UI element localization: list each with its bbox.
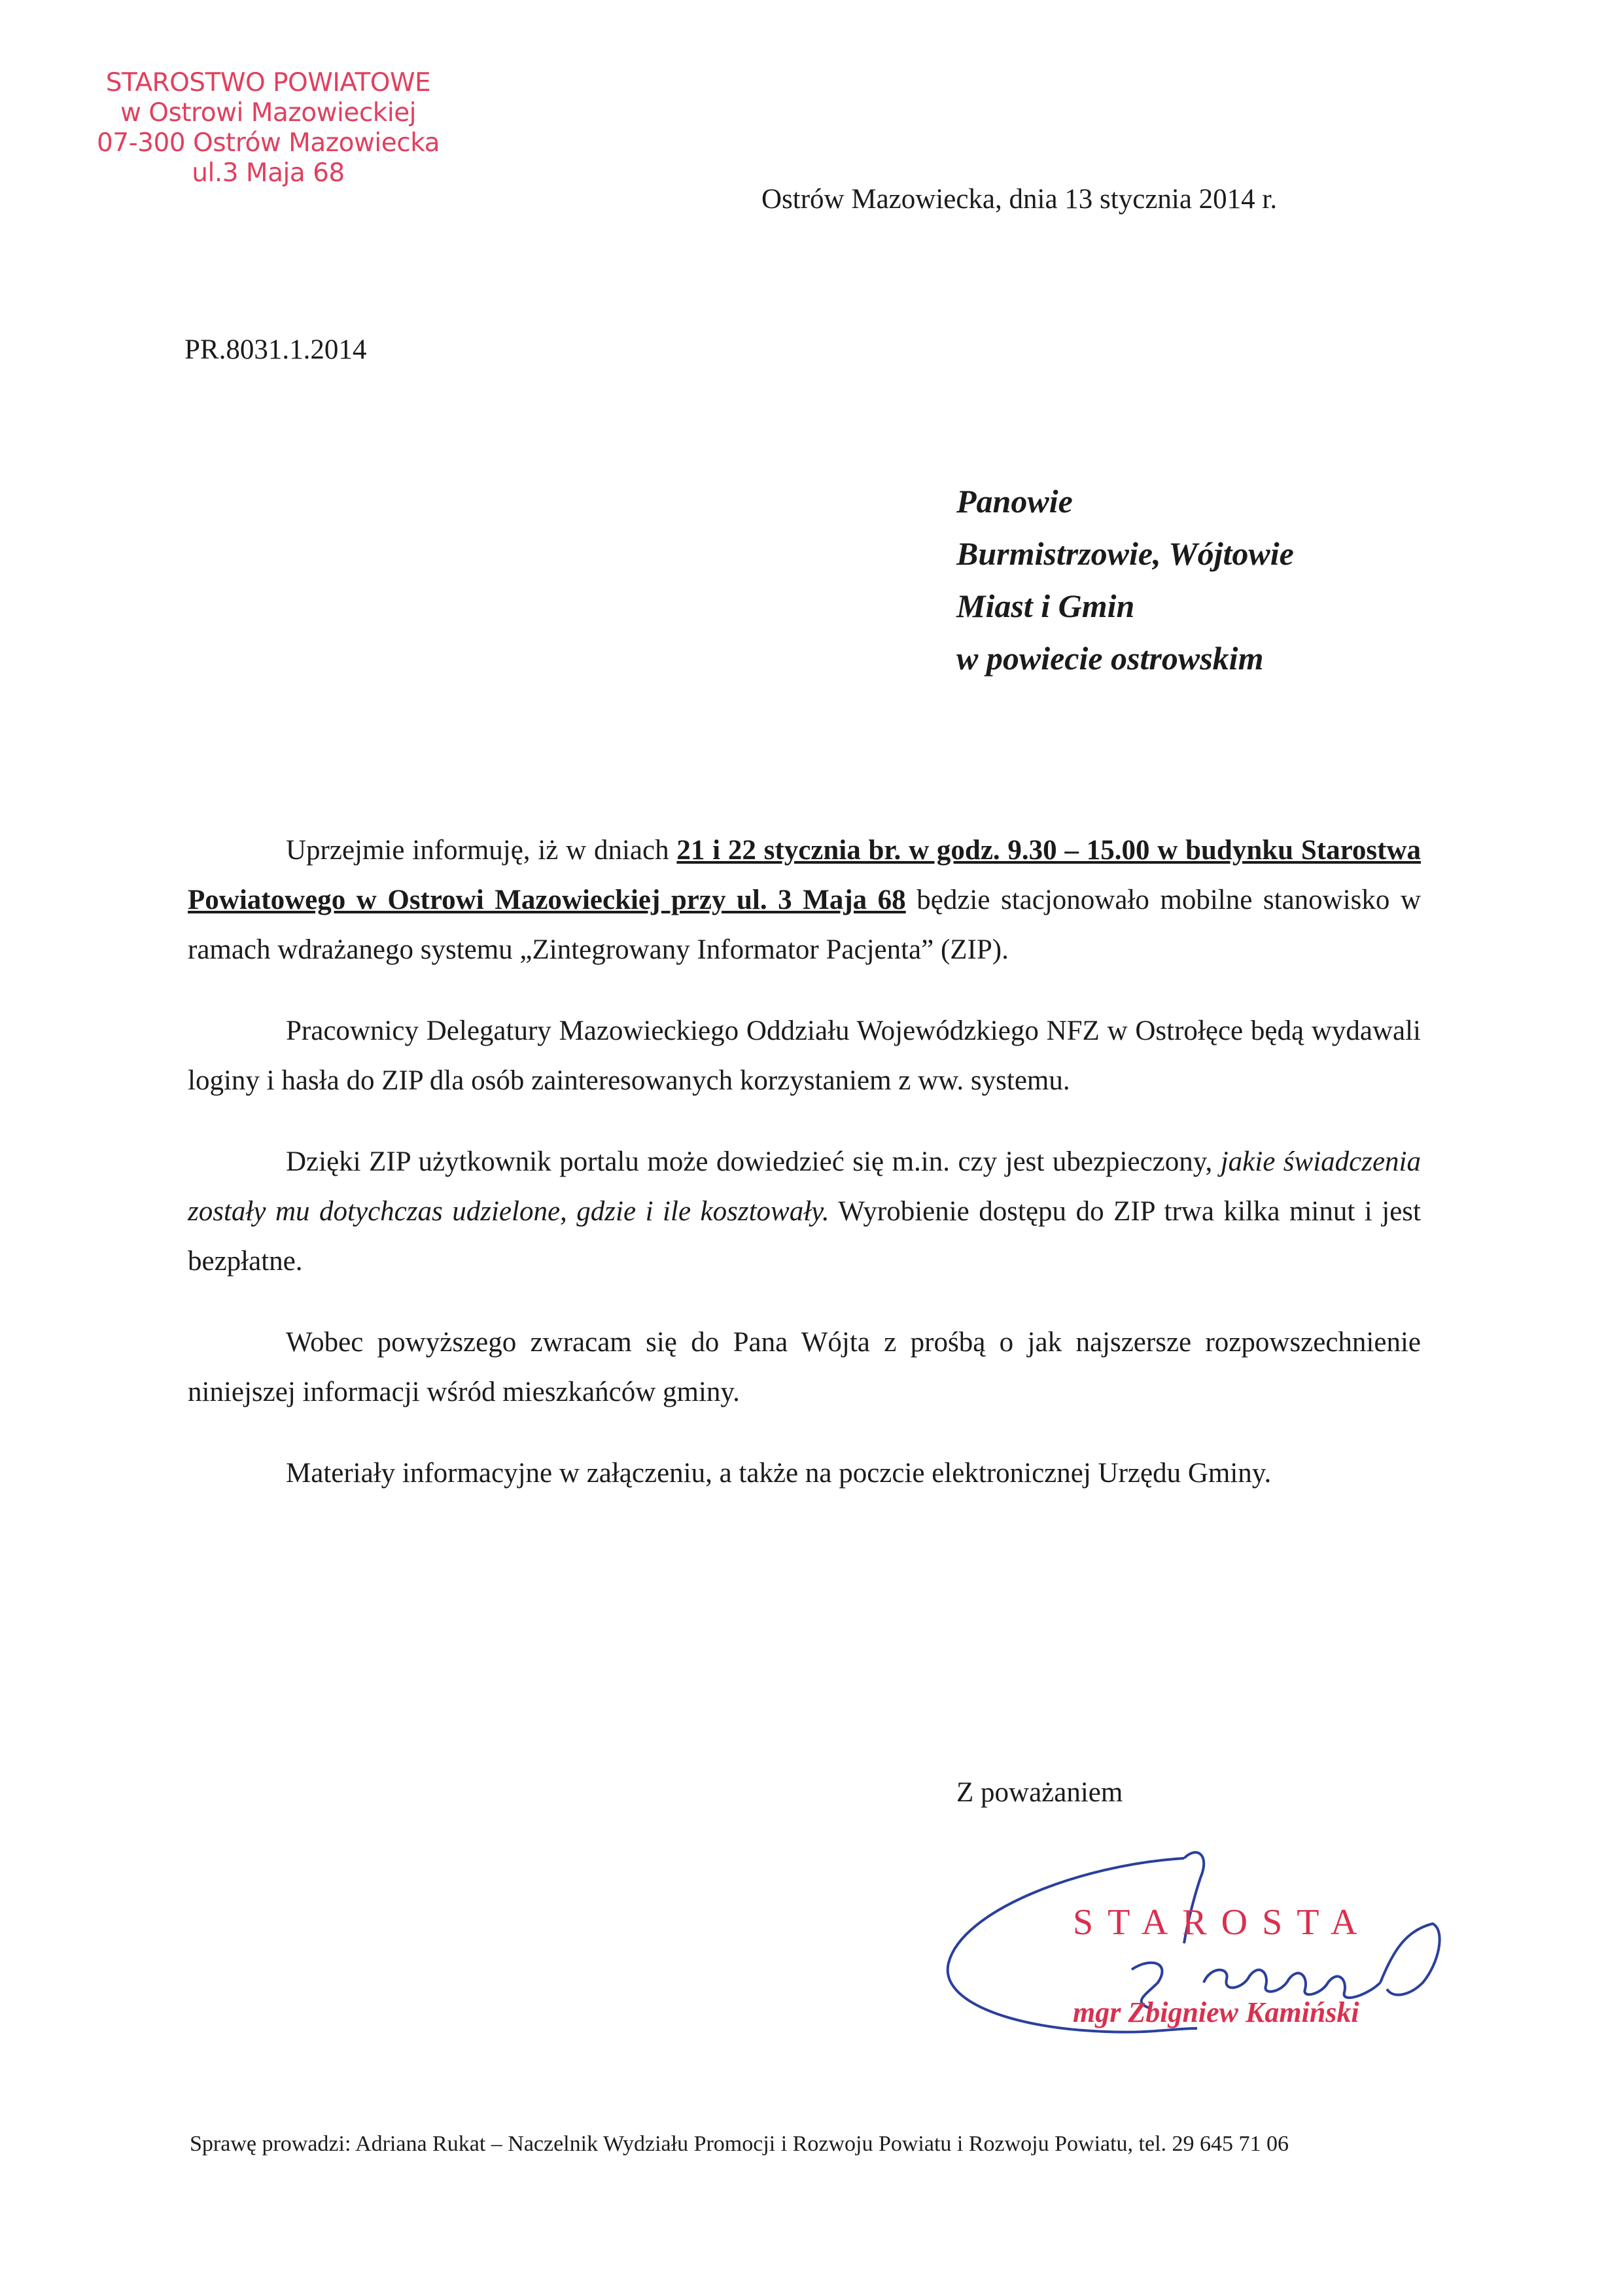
stamp-line-4: ul.3 Maja 68: [192, 158, 345, 188]
reference-number: PR.8031.1.2014: [184, 334, 367, 365]
signature-stamp-name: mgr Zbigniew Kamiński: [1073, 1996, 1359, 2028]
addressee-line: w powiecie ostrowskim: [956, 640, 1264, 677]
paragraph-1-intro: Uprzejmie informuję, iż w dniach: [286, 835, 677, 866]
letter-body: [188, 826, 1421, 1530]
addressee-line: Burmistrzowie, Wójtowie: [956, 535, 1294, 572]
addressee-block: [956, 475, 1294, 684]
footer-note: Sprawę prowadzi: Adriana Rukat – Naczelnik Wydziału Promocji i Rozwoju Powiatu i Rozwoju Powiatu, tel. 29 645 71 06: [190, 2132, 1289, 2156]
paragraph-3-italic: jakie świadczenia zostały mu dotychczas udzielone, gdzie i ile kosztowały.: [188, 1146, 1422, 1227]
paragraph-3-intro: Dzięki ZIP użytkownik portalu może dowiedzieć się m.in. czy jest ubezpieczony,: [286, 1146, 1221, 1177]
addressee-line: Panowie: [956, 483, 1073, 520]
paragraph-5: Materiały informacyjne w załączeniu, a także na poczcie elektronicznej Urzędu Gminy.: [286, 1458, 1272, 1489]
stamp-line-3: 07-300 Ostrów Mazowiecka: [96, 128, 440, 158]
date-line: Ostrów Mazowiecka, dnia 13 stycznia 2014 r.: [761, 184, 1278, 215]
paragraph-4: Wobec powyższego zwracam się do Pana Wójta z prośbą o jak najszersze rozpowszechnienie niniejszej informacji wśród mieszkańców gminy.: [188, 1327, 1421, 1407]
signature-stamp-title: STAROSTA: [1073, 1902, 1372, 1943]
paragraph-2: Pracownicy Delegatury Mazowieckiego Oddziału Wojewódzkiego NFZ w Ostrołęce będą wydawali loginy i hasła do ZIP dla osób zainteresowanych korzystaniem z ww. systemu.: [188, 1016, 1421, 1096]
stamp-line-1: STAROSTWO POWIATOWE: [105, 68, 431, 97]
closing-salutation: Z poważaniem: [956, 1777, 1123, 1808]
paragraph-1-emphasis: 21 i 22 stycznia br. w godz. 9.30 – 15.00 w budynku Starostwa Powiatowego w Ostrowi Mazowieckiej przy ul. 3 Maja 68: [188, 835, 1422, 915]
paragraph-1-rest: będzie stacjonowało mobilne stanowisko w ramach wdrażanego systemu „Zintegrowany Informator Pacjenta” (ZIP).: [188, 885, 1421, 965]
institution-stamp: [72, 68, 464, 188]
paragraph-3-rest: Wyrobienie dostępu do ZIP trwa kilka minut i jest bezpłatne.: [188, 1196, 1421, 1277]
stamp-line-2: w Ostrowi Mazowieckiej: [120, 98, 417, 128]
paragraph-1: [188, 826, 1421, 975]
addressee-line: Miast i Gmin: [956, 588, 1135, 624]
paragraph-3: [188, 1137, 1421, 1286]
